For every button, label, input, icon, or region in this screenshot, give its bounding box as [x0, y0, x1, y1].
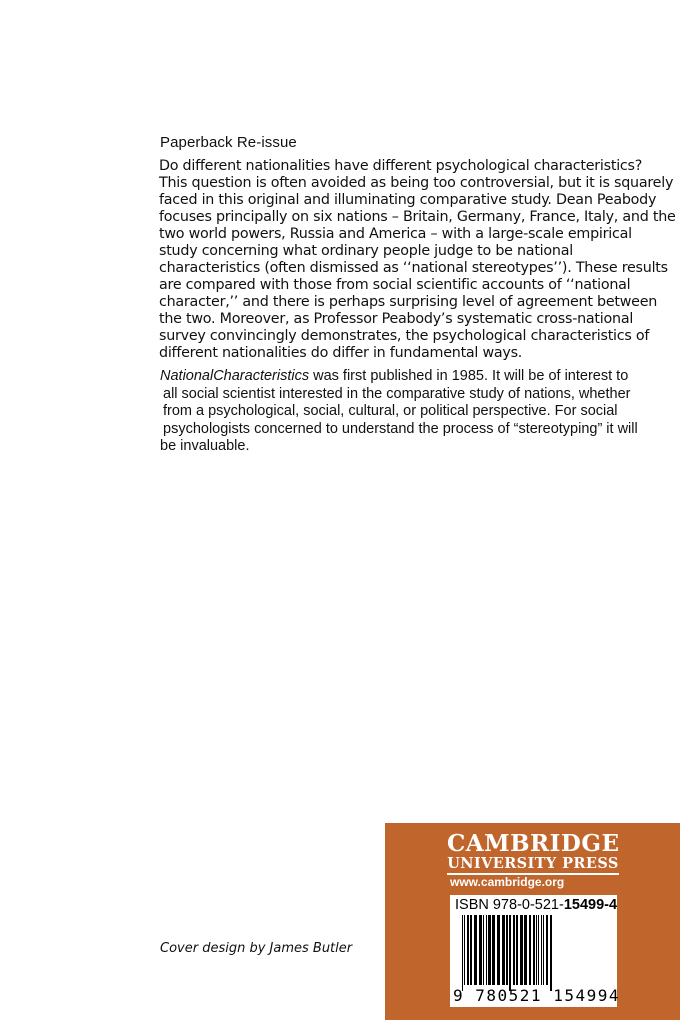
publisher-name: CAMBRIDGE: [447, 830, 620, 857]
cover-design-credit: Cover design by James Butler: [160, 941, 353, 956]
publisher-website[interactable]: www.cambridge.org: [450, 875, 565, 889]
publication-line: psychologists concerned to understand the process of “stereotyping” it will: [163, 420, 638, 437]
publication-paragraph: [160, 368, 650, 456]
isbn-label: [455, 897, 617, 913]
barcode-bar: [486, 915, 487, 985]
barcode-bar: [464, 915, 465, 985]
publication-line-rest: was first published in 1985. It will be of interest to: [309, 368, 629, 384]
barcode-digits: 9 780521 154994: [453, 986, 620, 1005]
description-line: Do different nationalities have different psychological characteristics?: [159, 158, 643, 174]
barcode-bar: [538, 915, 539, 985]
barcode-bar: [533, 915, 535, 985]
publisher-subtitle: UNIVERSITY PRESS: [447, 855, 619, 872]
barcode-bar: [474, 915, 477, 985]
description-line: character,’’ and there is perhaps surprising level of agreement between: [159, 294, 658, 310]
description-paragraph: [159, 158, 676, 362]
publication-line: be invaluable.: [160, 438, 250, 454]
publication-line: from a psychological, social, cultural, or political perspective. For social: [163, 403, 618, 419]
description-line: focuses principally on six nations – Britain, Germany, France, Italy, and the: [159, 209, 676, 225]
barcode-bar: [516, 915, 518, 985]
barcode-bar: [492, 915, 495, 985]
book-title: NationalCharacteristics: [160, 368, 310, 384]
barcode-bar: [483, 915, 484, 985]
barcode-bar: [488, 915, 491, 985]
description-line: different nationalities do differ in fundamental ways.: [159, 345, 523, 361]
description-line: the two. Moreover, as Professor Peabody’s systematic cross-national: [159, 311, 634, 327]
isbn-bold-part: 15499-4: [563, 897, 618, 913]
barcode-bar: [546, 915, 548, 985]
barcode-bar: [520, 915, 523, 985]
description-line: survey convincingly demonstrates, the psychological characteristics of: [159, 328, 650, 344]
barcode-bar: [524, 915, 527, 985]
description-line: characteristics (often dismissed as ‘‘national stereotypes’’). These results: [159, 260, 668, 276]
barcode-bar: [470, 915, 472, 985]
reissue-label: Paperback Re-issue: [160, 134, 297, 151]
barcode-bar: [506, 915, 508, 985]
barcode-bar: [541, 915, 542, 985]
barcode-bar: [462, 915, 463, 991]
barcode-bar: [536, 915, 537, 985]
publisher-panel: [385, 823, 680, 1020]
barcode-bar: [509, 915, 511, 991]
barcode-bar: [513, 915, 515, 985]
barcode-bar: [502, 915, 505, 985]
description-line: are compared with those from social scientific accounts of ‘‘national: [159, 277, 631, 293]
isbn-barcode: [450, 895, 620, 1007]
description-line: faced in this original and illuminating comparative study. Dean Peabody: [159, 192, 657, 208]
barcode-bar: [497, 915, 500, 985]
description-line: study concerning what ordinary people judge to be national: [159, 243, 573, 259]
description-line: two world powers, Russia and America – with a large-scale empirical: [159, 226, 632, 242]
publication-first-line: [160, 368, 650, 386]
description-line: This question is often avoided as being too controversial, but it is squarely: [159, 175, 674, 191]
barcode-bar: [529, 915, 531, 985]
isbn-prefix: ISBN 978-0-521-: [455, 897, 564, 913]
barcode-bar: [467, 915, 469, 985]
barcode-bar: [550, 915, 552, 991]
publication-line: all social scientist interested in the comparative study of nations, whether: [163, 385, 631, 402]
barcode-bars: [450, 915, 617, 991]
barcode-bar: [479, 915, 482, 985]
barcode-bar: [543, 915, 544, 985]
